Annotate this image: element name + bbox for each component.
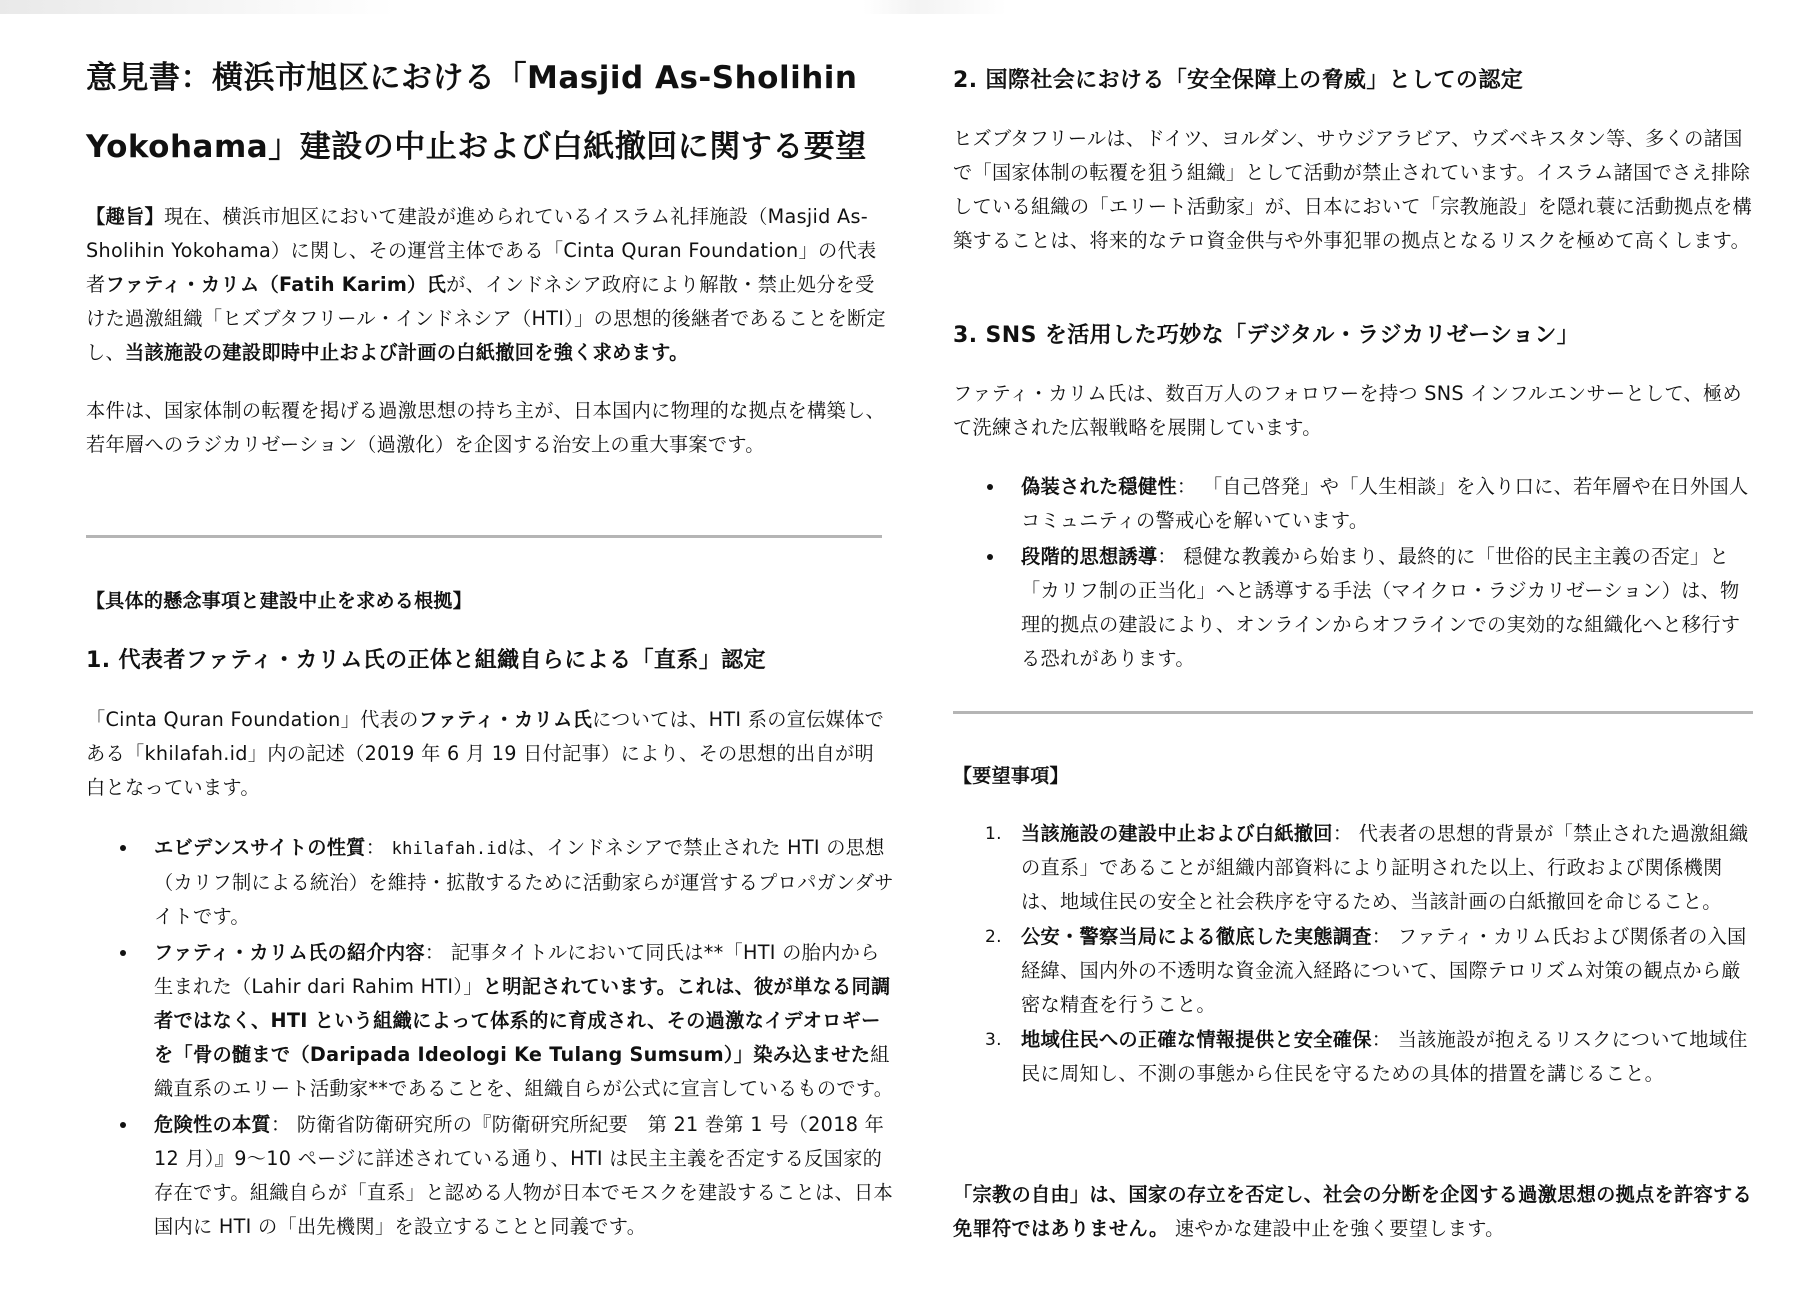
bullet-colon: ：	[365, 836, 386, 859]
section-2-heading: 2. 国際社会における「安全保障上の脅威」としての認定	[953, 68, 1524, 93]
list-item	[154, 831, 894, 934]
bullet-icon	[987, 554, 993, 560]
section-3-heading: 3. SNS を活用した巧妙な「デジタル・ラジカリゼーション」	[953, 323, 1580, 348]
item-text: 当該施設が抱えるリスクについて地域住民に周知し、不測の事態から住民を守るための具体的措置を講じること。	[1021, 1028, 1748, 1085]
summary-bold-2: 当該施設の建設即時中止および計画の白紙撤回を強く求めます。	[124, 341, 689, 364]
bullet-label: エビデンスサイトの性質	[154, 836, 366, 859]
bullet-colon: ：	[1176, 475, 1197, 498]
summary-paragraph	[86, 200, 890, 370]
item-label: 公安・警察当局による徹底した実態調査	[1021, 925, 1372, 948]
list-item	[1021, 470, 1755, 538]
bullet-text: 「自己啓発」や「人生相談」を入り口に、若年層や在日外国人コミュニティの警戒心を解いています。	[1021, 475, 1749, 532]
bullet-text: 穏健な教義から始まり、最終的に「世俗的民主主義の否定」と「カリフ制の正当化」へと誘導する手法（マイクロ・ラジカリゼーション）は、物理的拠点の建設により、オンラインからオフラインでの実効的な組織化へと移行する恐れがあります。	[1021, 545, 1741, 670]
item-text: ファティ・カリム氏および関係者の入国経緯、国内外の不透明な資金流入経路について、国際テロリズム対策の観点から厳密な精査を行うこと。	[1021, 925, 1747, 1016]
section-3-paragraph: ファティ・カリム氏は、数百万人のフォロワーを持つ SNS インフルエンサーとして、極めて洗練された広報戦略を展開しています。	[953, 382, 1742, 439]
closing-text: 速やかな建設中止を強く要望します。	[1174, 1217, 1505, 1240]
summary-text-2: が、インドネシア政府により解散・禁止処分を受けた過激組織「ヒズブタフリール・インドネシア（HTI）」の思想的後継者であることを断定し、	[86, 273, 886, 364]
section-2-paragraph: ヒズブタフリールは、ドイツ、ヨルダン、サウジアラビア、ウズベキスタン等、多くの諸国で「国家体制の転覆を狙う組織」として活動が禁止されています。イスラム諸国でさえ排除している組織の「エリート活動家」が、日本において「宗教施設」を隠れ蓑に活動拠点を構築することは、将来的なテロ資金供与や外事犯罪の拠点となるリスクを極めて高くします。	[953, 127, 1752, 252]
bullet-bold: と明記されています。これは、彼が単なる同調者ではなく、HTI という組織によって体系的に育成され、その過激なイデオロギーを「骨の髄まで（Daripada Ideologi Ke Tulang Sumsum）」染み込ませた	[154, 975, 891, 1066]
item-number: 1.	[985, 824, 1002, 844]
list-item	[985, 920, 1755, 1022]
bullet-text-b: 組織直系のエリート活動家**であることを、組織自らが公式に宣言しているものです。	[154, 1043, 894, 1100]
list-item	[154, 936, 894, 1106]
section-1-bullets	[154, 831, 894, 1244]
item-colon: ：	[1371, 1028, 1392, 1051]
bullet-icon	[120, 845, 126, 851]
summary-text-1: 現在、横浜市旭区において建設が進められているイスラム礼拝施設（Masjid As-Sholihin Yokohama）に関し、その運営主体である「Cinta Quran Foundation」の代表者	[86, 205, 877, 296]
item-label: 地域住民への正確な情報提供と安全確保	[1021, 1028, 1372, 1051]
bullet-text-a: 記事タイトルにおいて同氏は**「HTI の胎内から生まれた（Lahir dari Rahim HTI）」	[154, 941, 880, 998]
requests-list	[985, 817, 1755, 1091]
bullet-icon	[987, 484, 993, 490]
list-item	[154, 1108, 894, 1244]
intro-paragraph: 本件は、国家体制の転覆を掲げる過激思想の持ち主が、日本国内に物理的な拠点を構築し、若年層へのラジカリゼーション（過激化）を企図する治安上の重大事案です。	[86, 399, 885, 456]
requests-heading: 【要望事項】	[953, 765, 1069, 787]
bullet-label: 危険性の本質	[154, 1113, 271, 1136]
bullet-colon: ：	[270, 1113, 291, 1136]
section-1-text-a: 「Cinta Quran Foundation」代表の	[86, 708, 419, 731]
item-colon: ：	[1371, 925, 1392, 948]
bullet-colon: ：	[424, 941, 445, 964]
item-label: 当該施設の建設中止および白紙撤回	[1021, 822, 1333, 845]
bullet-label: 偽装された穏健性	[1021, 475, 1177, 498]
section-3-bullets	[1021, 470, 1755, 676]
summary-label: 【趣旨】	[86, 205, 164, 228]
item-text: 代表者の思想的背景が「禁止された過激組織の直系」であることが組織内部資料により証明された以上、行政および関係機関は、地域住民の安全と社会秩序を守るため、当該計画の白紙撤回を命じること。	[1021, 822, 1749, 913]
page-title-line-2: Yokohama」建設の中止および白紙撤回に関する要望	[86, 129, 867, 165]
divider-left	[86, 535, 882, 538]
page-title-line-1: 意見書：横浜市旭区における「Masjid As-Sholihin	[86, 60, 858, 96]
item-number: 2.	[985, 927, 1002, 947]
item-colon: ：	[1332, 822, 1353, 845]
section-1-bold: ファティ・カリム氏	[418, 708, 593, 731]
section-1-text-b: については、HTI 系の宣伝媒体である「khilafah.id」内の記述（2019 年 6 月 19 日付記事）により、その思想的出自が明白となっています。	[86, 708, 885, 799]
bullet-colon: ：	[1157, 545, 1177, 568]
list-item	[985, 817, 1755, 919]
bullet-label: 段階的思想誘導	[1021, 545, 1158, 568]
item-number: 3.	[985, 1030, 1002, 1050]
top-shadow	[0, 0, 1798, 14]
concerns-heading: 【具体的懸念事項と建設中止を求める根拠】	[86, 590, 473, 612]
site-name: khilafah.id	[391, 839, 508, 859]
closing-bold: 「宗教の自由」は、国家の存立を否定し、社会の分断を企図する過激思想の拠点を許容する免罪符ではありません。	[953, 1183, 1752, 1240]
section-1-heading: 1. 代表者ファティ・カリム氏の正体と組織自らによる「直系」認定	[86, 648, 766, 673]
bullet-icon	[120, 1122, 126, 1128]
bullet-icon	[120, 950, 126, 956]
bullet-text: 防衛省防衛研究所の『防衛研究所紀要 第 21 巻第 1 号（2018 年 12 月）』9～10 ページに詳述されている通り、HTI は民主主義を否定する反国家的存在です。組織自らが「直系」と認める人物が日本でモスクを建設することは、日本国内に HTI の「出先機関」を設立することと同義です。	[154, 1113, 893, 1238]
divider-right	[953, 711, 1753, 714]
list-item	[1021, 540, 1755, 676]
section-1-paragraph	[86, 703, 890, 805]
summary-bold-1: ファティ・カリム（Fatih Karim）氏	[105, 273, 447, 296]
bullet-text: は、インドネシアで禁止された HTI の思想（カリフ制による統治）を維持・拡散するために活動家らが運営するプロパガンダサイトです。	[154, 836, 894, 928]
list-item	[985, 1023, 1755, 1091]
bullet-label: ファティ・カリム氏の紹介内容	[154, 941, 425, 964]
closing-paragraph	[953, 1178, 1753, 1246]
